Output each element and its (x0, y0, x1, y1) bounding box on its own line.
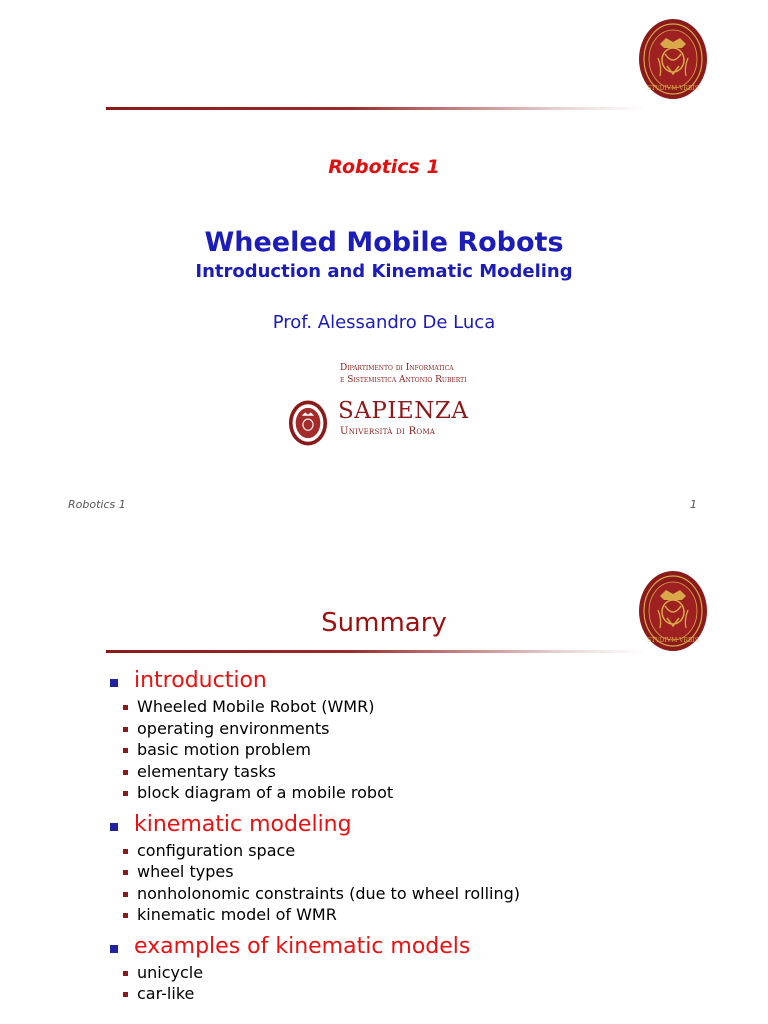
sapienza-seal-icon (638, 18, 708, 100)
summary-slide (0, 512, 768, 1024)
sub-bullet-icon (123, 870, 128, 875)
list-item: basic motion problem (108, 739, 520, 761)
department-line-1: Dipartimento di Informatica (340, 363, 454, 373)
bullet-icon (110, 823, 118, 831)
section-label: examples of kinematic models (134, 933, 471, 959)
list-item: unicycle (108, 962, 520, 984)
seal-text: STVDIVM VRBIS (647, 637, 699, 644)
sapienza-name: SAPIENZA (338, 398, 469, 424)
list-item: Wheeled Mobile Robot (WMR) (108, 696, 520, 718)
bullet-icon (110, 945, 118, 953)
list-item: operating environments (108, 718, 520, 740)
sub-bullet-icon (123, 992, 128, 997)
sub-bullet-icon (123, 791, 128, 796)
sub-bullet-icon (123, 849, 128, 854)
author: Prof. Alessandro De Luca (272, 312, 496, 333)
list-item: nonholonomic constraints (due to wheel rolling) (108, 883, 520, 905)
list-item: wheel types (108, 861, 520, 883)
sub-title: Introduction and Kinematic Modeling (195, 261, 573, 282)
list-item: elementary tasks (108, 761, 520, 783)
summary-section (108, 932, 520, 1005)
university-name: Università di Roma (340, 426, 436, 437)
page-number: 1 (690, 498, 697, 511)
header-rule (106, 650, 646, 653)
section-label: kinematic modeling (134, 811, 352, 837)
department-name (340, 362, 467, 386)
sub-bullet-icon (123, 770, 128, 775)
summary-section (108, 666, 520, 804)
department-logo (282, 362, 498, 456)
sub-bullet-icon (123, 971, 128, 976)
list-item: configuration space (108, 840, 520, 862)
summary-title: Summary (321, 608, 447, 638)
sub-bullet-icon (123, 727, 128, 732)
footer-course: Robotics 1 (68, 498, 126, 511)
summary-section (108, 810, 520, 926)
list-item: block diagram of a mobile robot (108, 782, 520, 804)
header-rule (106, 107, 646, 110)
list-item: car-like (108, 983, 520, 1005)
department-line-2: e Sistemistica Antonio Ruberti (340, 375, 467, 385)
sub-bullet-icon (123, 705, 128, 710)
list-item: kinematic model of WMR (108, 904, 520, 926)
sub-bullet-icon (123, 748, 128, 753)
sub-bullet-icon (123, 892, 128, 897)
section-label: introduction (134, 668, 267, 693)
bullet-icon (110, 679, 118, 687)
summary-list (108, 666, 520, 1011)
main-title: Wheeled Mobile Robots (204, 227, 564, 258)
seal-text: STVDIVM VRBIS (647, 85, 699, 92)
sapienza-logo-seal-icon (288, 400, 328, 446)
course-title: Robotics 1 (328, 156, 440, 178)
sub-bullet-icon (123, 913, 128, 918)
